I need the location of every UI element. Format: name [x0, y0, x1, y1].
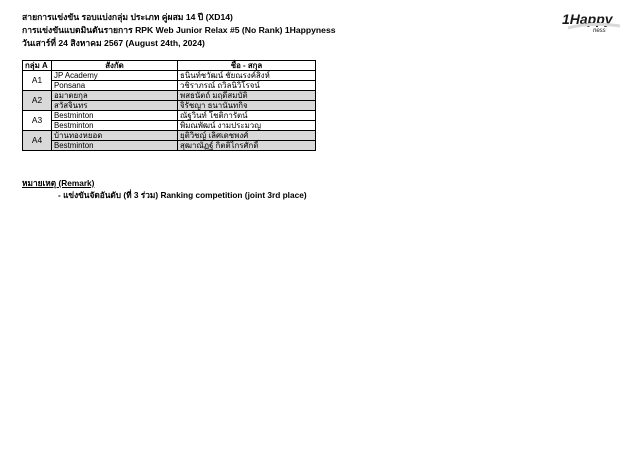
document-header — [22, 11, 336, 50]
logo-sub-text: ness — [593, 28, 606, 34]
table-row — [23, 91, 316, 101]
table-row — [23, 81, 316, 91]
club-column-header: สังกัด — [52, 61, 178, 71]
player-name-cell: วชิราภรณ์ ถวิลนิวิโรจน์ — [178, 81, 316, 91]
table-row — [23, 101, 316, 111]
club-cell: JP Academy — [52, 71, 178, 81]
club-cell: Bestminton — [52, 121, 178, 131]
remark-section — [22, 177, 307, 201]
club-cell: Ponsana — [52, 81, 178, 91]
club-cell: บ้านทองหยอด — [52, 131, 178, 141]
club-cell: อมาตยกุล — [52, 91, 178, 101]
club-cell: Bestminton — [52, 141, 178, 151]
table-body — [23, 71, 316, 151]
table-row — [23, 71, 316, 81]
logo-main-text: 1Happy — [562, 11, 613, 27]
name-column-header: ชื่อ - สกุล — [178, 61, 316, 71]
player-name-cell: ณัฐวินท์ โชติการัตน์ — [178, 111, 316, 121]
player-name-cell: สุฒาณัฏฐ์ กิตติไกรศักดิ์ — [178, 141, 316, 151]
remark-title: หมายเหตุ (Remark) — [22, 178, 95, 188]
table-row — [23, 111, 316, 121]
group-label: A1 — [23, 71, 52, 91]
group-label: A2 — [23, 91, 52, 111]
group-label: A4 — [23, 131, 52, 151]
club-cell: สวัสจินทร — [52, 101, 178, 111]
player-name-cell: ยุติวิชญ์ เลิศเดชพงศ์ — [178, 131, 316, 141]
group-column-header: กลุ่ม A — [23, 61, 52, 71]
player-name-cell: พสธนัตถ์ มฤดีสมบัติ — [178, 91, 316, 101]
header-event-line: การแข่งขันแบดมินตันรายการ RPK Web Junior Relax #5 (No Rank) 1Happyness — [22, 25, 336, 35]
group-table — [22, 60, 316, 151]
player-name-cell: จิรัชญา ธนานันทกิจ — [178, 101, 316, 111]
player-name-cell: พิมณพัฒน์ งามประมวญ — [178, 121, 316, 131]
group-label: A3 — [23, 111, 52, 131]
header-date-line: วันเสาร์ที่ 24 สิงหาคม 2567 (August 24th, 2024) — [22, 38, 205, 48]
table-row — [23, 121, 316, 131]
remark-item: - แข่งขันจัดอันดับ (ที่ 3 ร่วม) Ranking competition (joint 3rd place) — [58, 190, 307, 200]
club-cell: Bestminton — [52, 111, 178, 121]
table-header-row — [23, 61, 316, 71]
happyness-logo — [562, 10, 622, 36]
header-title-line: สายการแข่งขัน รอบแบ่งกลุ่ม ประเภท คู่ผสม 14 ปี (XD14) — [22, 12, 233, 22]
player-name-cell: ธนินท์ชวัฒน์ ชัยณรงค์สิงห์ — [178, 71, 316, 81]
table-row — [23, 141, 316, 151]
table-row — [23, 131, 316, 141]
